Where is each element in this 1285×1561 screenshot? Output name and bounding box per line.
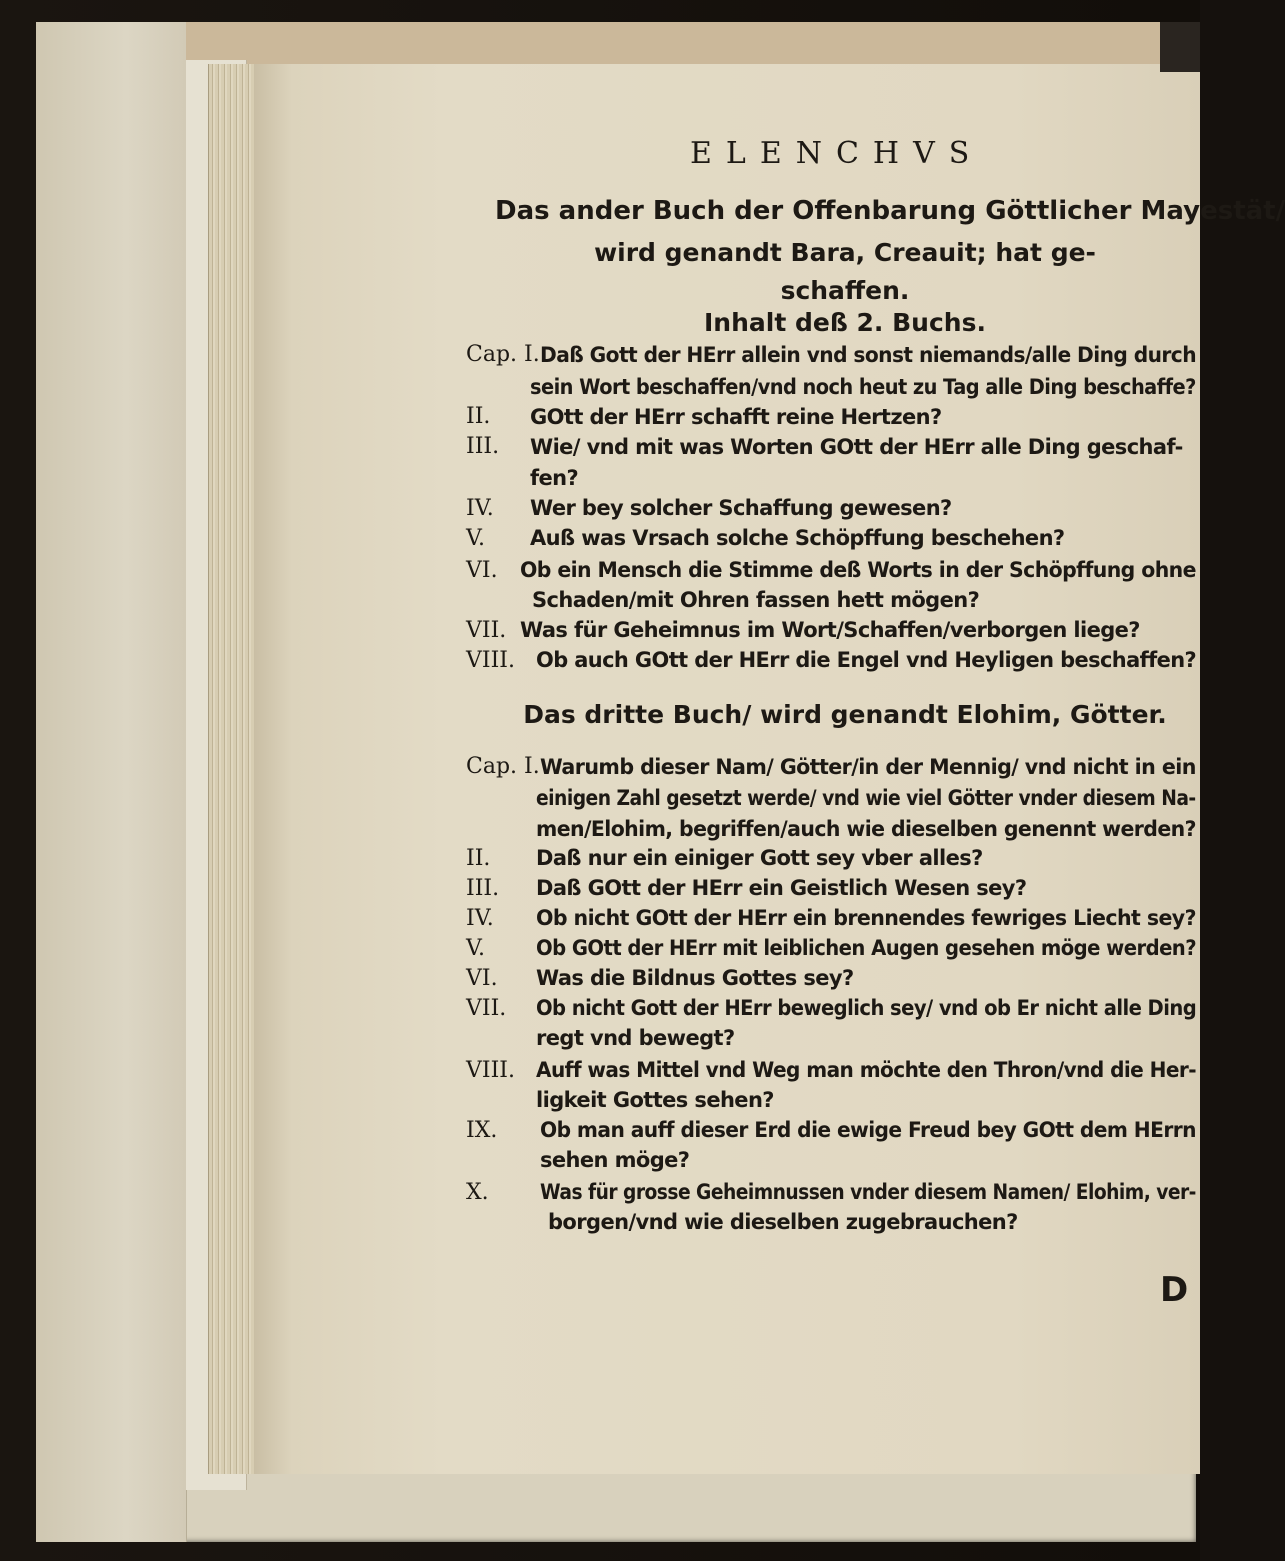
chapter-line: Was die Bildnus Gottes sey? [536,966,854,990]
chapter-number: IV. [466,906,494,931]
book2-title-line2: wird genandt Bara, Creauit; hat ge- [594,238,1096,267]
book2-contents-label: Inhalt deß 2. Buchs. [704,308,986,337]
chapter-line: borgen/vnd wie dieselben zugebrauchen? [548,1210,1018,1234]
chapter-line: Was für Geheimnus im Wort/Schaffen/verborgen liege? [520,618,1140,642]
chapter-line: regt vnd bewegt? [536,1026,735,1050]
chapter-line: Schaden/mit Ohren fassen hett mögen? [532,588,980,612]
chapter-number: VI. [466,558,498,583]
book2-title-line1: Das ander Buch der Offenbarung Göttlicher Mayestät/ [495,196,1285,226]
book2-ch6 [466,558,498,583]
book2-ch3 [466,434,499,459]
book3-title: Das dritte Buch/ wird genandt Elohim, Götter. [523,700,1167,729]
book3-ch3 [466,876,499,901]
book3-ch6 [466,966,498,991]
book3-ch1 [466,754,540,779]
chapter-line: sein Wort beschaffen/vnd noch heut zu Tag alle Ding beschaffe? [530,375,1196,399]
chapter-line: Was für grosse Geheimnussen vnder diesem Namen/ Elohim, ver- [540,1180,1196,1204]
chapter-line: Warumb dieser Nam/ Götter/in der Mennig/ vnd nicht in ein [540,755,1196,779]
book2-ch4 [466,496,494,521]
chapter-number: Cap. I. [466,754,540,779]
book3-ch10 [466,1180,489,1205]
chapter-line: Ob GOtt der HErr mit leiblichen Augen gesehen möge werden? [536,936,1197,960]
chapter-line: Wie/ vnd mit was Worten GOtt der HErr alle Ding geschaf- [530,435,1183,459]
book3-ch5 [466,936,485,961]
chapter-number: VII. [466,996,507,1021]
chapter-number: VIII. [466,1058,515,1083]
book2-title-line3: schaffen. [780,276,910,305]
chapter-line: Ob auch GOtt der HErr die Engel vnd Heyligen beschaffen? [536,648,1197,672]
chapter-number: IX. [466,1118,498,1143]
chapter-line: ligkeit Gottes sehen? [536,1088,774,1112]
chapter-line: men/Elohim, begriffen/auch wie dieselben genennt werden? [536,817,1196,841]
chapter-line: Daß nur ein einiger Gott sey vber alles? [536,846,983,870]
catchword: D [1160,1270,1189,1310]
book2-ch1 [466,342,540,367]
book2-ch8 [466,648,515,673]
chapter-line: Ob ein Mensch die Stimme deß Worts in der Schöpffung ohne [520,558,1196,582]
book2-ch2 [466,404,490,429]
chapter-number: III. [466,434,500,459]
chapter-line: Ob nicht GOtt der HErr ein brennendes fewriges Liecht sey? [536,906,1196,930]
chapter-line: Auß was Vrsach solche Schöpffung beschehen? [530,526,1065,550]
chapter-line: Daß Gott der HErr allein vnd sonst niemands/alle Ding durch [540,343,1197,367]
chapter-number: III. [466,876,500,901]
chapter-number: II. [466,846,491,871]
book3-ch9 [466,1118,497,1143]
chapter-line: Wer bey solcher Schaffung gewesen? [530,496,952,520]
chapter-line: GOtt der HErr schafft reine Hertzen? [530,405,942,429]
book3-ch8 [466,1058,515,1083]
chapter-number: V. [466,936,486,961]
book2-ch5 [466,526,485,551]
chapter-number: VII. [466,618,507,643]
chapter-line: sehen möge? [540,1148,690,1172]
chapter-number: V. [466,526,486,551]
chapter-line: Daß GOtt der HErr ein Geistlich Wesen sey? [536,876,1027,900]
book3-ch7 [466,996,506,1021]
chapter-number: VIII. [466,648,515,673]
book3-ch4 [466,906,494,931]
chapter-number: IV. [466,496,494,521]
book2-ch7 [466,618,506,643]
chapter-line: Auff was Mittel vnd Weg man möchte den Thron/vnd die Her- [536,1058,1196,1082]
chapter-line: fen? [530,466,579,490]
book3-ch2 [466,846,490,871]
running-title: ELENCHVS [690,136,984,171]
chapter-number: II. [466,404,491,429]
chapter-line: einigen Zahl gesetzt werde/ vnd wie viel Götter vnder diesem Na- [536,786,1196,810]
chapter-number: VI. [466,966,498,991]
chapter-line: Ob nicht Gott der HErr beweglich sey/ vnd ob Er nicht alle Ding [536,996,1197,1020]
chapter-number: X. [466,1180,489,1205]
chapter-line: Ob man auff dieser Erd die ewige Freud bey GOtt dem HErrn [540,1118,1196,1142]
chapter-number: Cap. I. [466,342,540,367]
